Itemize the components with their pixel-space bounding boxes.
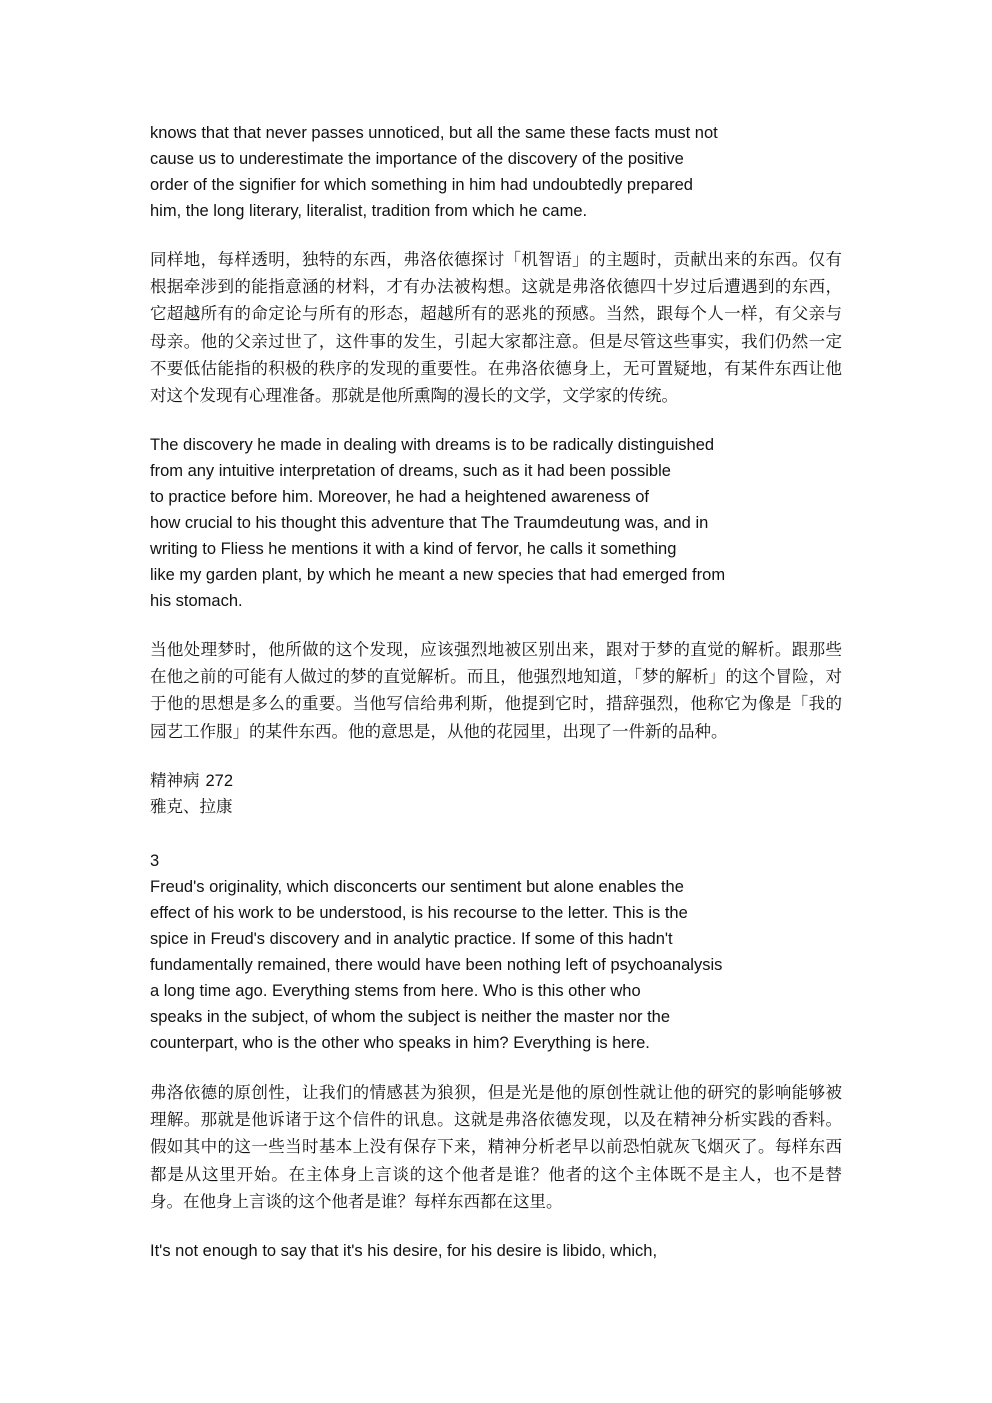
text-line: Freud's originality, which disconcerts our sentiment but alone enables the [150,878,684,896]
text-line: knows that that never passes unnoticed, but all the same these facts must not [150,124,718,142]
text-line: speaks in the subject, of whom the subject is neither the master nor the [150,1008,671,1026]
text-line: writing to Fliess he mentions it with a kind of fervor, he calls it something [150,540,677,558]
text-line: from any intuitive interpretation of dreams, such as it had been possible [150,462,671,480]
text-line: a long time ago. Everything stems from here. Who is this other who [150,982,641,1000]
text-line: how crucial to his thought this adventure that The Traumdeutung was, and in [150,514,709,532]
section-number: 3 [150,852,160,870]
text-line: cause us to underestimate the importance of the discovery of the positive [150,150,684,168]
english-paragraph-3 [150,848,722,1056]
english-paragraph-3-body [150,874,722,1056]
text-line: effect of his work to be understood, is his recourse to the letter. This is the [150,904,688,922]
chinese-paragraph-2: 当他处理梦时，他所做的这个发现，应该强烈地被区别出来，跟对于梦的直觉的解析。跟那些在他之前的可能有人做过的梦的直觉解析。而且，他强烈地知道，「梦的解析」的这个冒险，对于他的思想是多么的重要。当他写信给弗利斯，他提到它时，措辞强烈，他称它为像是「我的园艺工作服」的某件东西。他的意思是，从他的花园里，出现了一件新的品种。 [150,640,842,741]
english-paragraph-4 [150,1238,657,1264]
english-paragraph-2 [150,432,725,614]
text-line: counterpart, who is the other who speaks in him? Everything is here. [150,1034,650,1052]
text-line: him, the long literary, literalist, tradition from which he came. [150,202,588,220]
text-line: The discovery he made in dealing with dreams is to be radically distinguished [150,436,715,454]
chinese-paragraph-3: 弗洛依德的原创性，让我们的情感甚为狼狈，但是光是他的原创性就让他的研究的影响能够被理解。那就是他诉诸于这个信件的讯息。这就是弗洛依德发现，以及在精神分析实践的香料。假如其中的这一些当时基本上没有保存下来，精神分析老早以前恐怕就灰飞烟灭了。每样东西都是从这里开始。在主体身上言谈的这个他者是谁？他者的这个主体既不是主人，也不是替身。在他身上言谈的这个他者是谁？每样东西都在这里。 [150,1083,842,1211]
header-title-line [150,768,233,794]
english-paragraph-1 [150,120,718,224]
header-title: 精神病 [150,771,200,790]
header-author: 雅克、拉康 [150,797,233,816]
page-number: 272 [205,772,234,790]
running-header [150,768,233,820]
text-line: It's not enough to say that it's his desire, for his desire is libido, which, [150,1242,658,1260]
text-line: like my garden plant, by which he meant a new species that had emerged from [150,566,726,584]
text-line: fundamentally remained, there would have been nothing left of psychoanalysis [150,956,723,974]
chinese-paragraph-1: 同样地，每样透明，独特的东西，弗洛依德探讨「机智语」的主题时，贡献出来的东西。仅有根据牵涉到的能指意涵的材料，才有办法被构想。这就是弗洛依德四十岁过后遭遇到的东西，它超越所有的命定论与所有的形态，超越所有的恶兆的预感。当然，跟每个人一样，有父亲与母亲。他的父亲过世了，这件事的发生，引起大家都注意。但是尽管这些事实，我们仍然一定不要低估能指的积极的秩序的发现的重要性。在弗洛依德身上，无可置疑地，有某件东西让他对这个发现有心理准备。那就是他所熏陶的漫长的文学，文学家的传统。 [150,250,842,406]
text-line: to practice before him. Moreover, he had a heightened awareness of [150,488,649,506]
text-line: spice in Freud's discovery and in analytic practice. If some of this hadn't [150,930,673,948]
text-line: order of the signifier for which something in him had undoubtedly prepared [150,176,693,194]
text-line: his stomach. [150,592,243,610]
